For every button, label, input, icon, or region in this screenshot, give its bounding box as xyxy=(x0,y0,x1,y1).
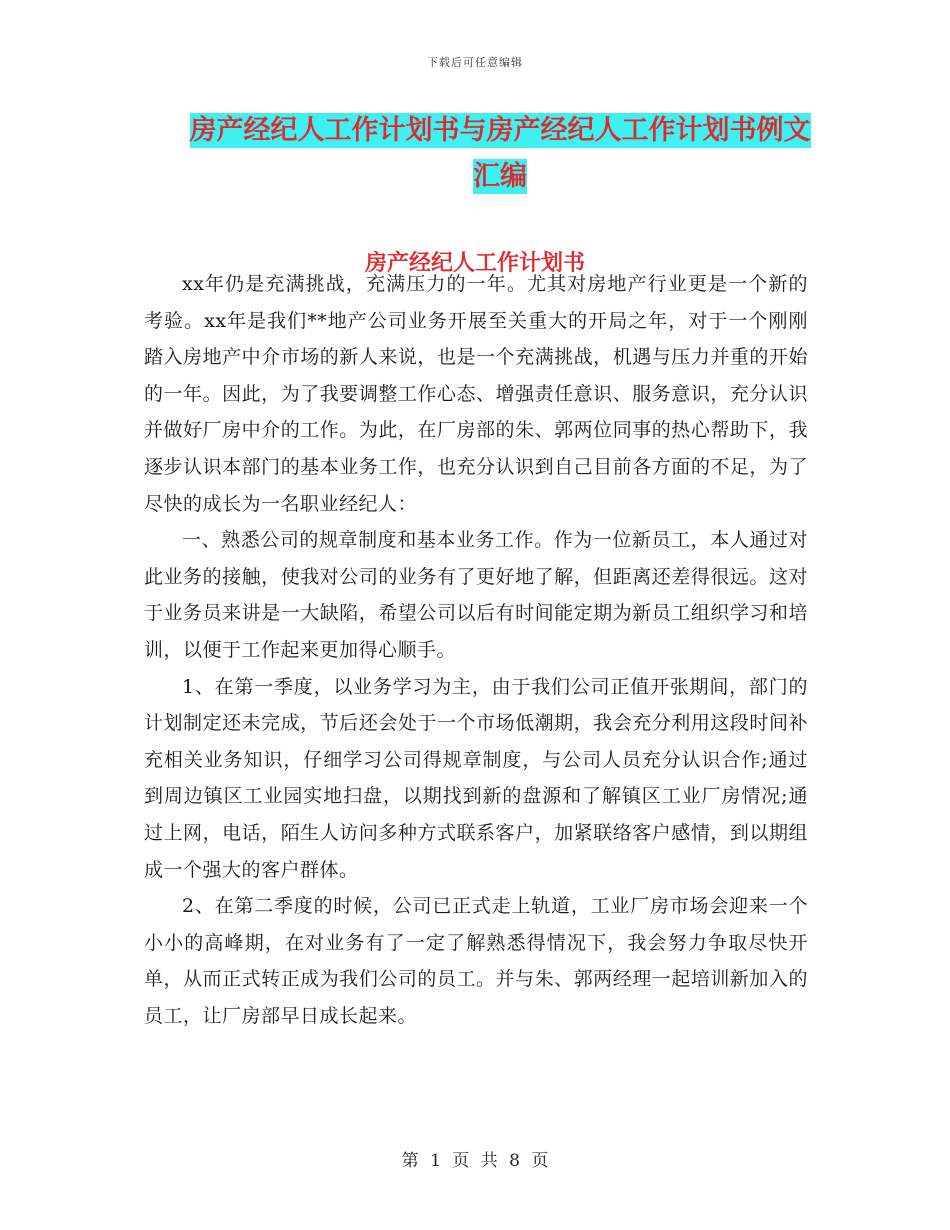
main-title-line-2: 汇编 xyxy=(473,161,527,192)
paragraph: 一、熟悉公司的规章制度和基本业务工作。作为一位新员工，本人通过对此业务的接触，使我对公司的业务有了更好地了解，但距离还差得很远。这对于业务员来讲是一大缺陷，希望公司以后有时间能定期为新员工组织学习和培训，以便于工作起来更加得心顺手。 xyxy=(144,529,808,661)
document-main-title xyxy=(150,108,850,200)
paragraph: 2、在第二季度的时候，公司已正式走上轨道，工业厂房市场会迎来一个小小的高峰期，在对业务有了一定了解熟悉得情况下，我会努力争取尽快开单，从而正式转正成为我们公司的员工。并与朱、郭两经理一起培训新加入的员工，让厂房部早日成长起来。 xyxy=(144,895,808,1027)
paragraph: xx年仍是充满挑战，充满压力的一年。尤其对房地产行业更是一个新的考验。xx年是我们**地产公司业务开展至关重大的开局之年，对于一个刚刚踏入房地产中介市场的新人来说，也是一个充满挑战，机遇与压力并重的开始的一年。因此，为了我要调整工作心态、增强责任意识、服务意识，充分认识并做好厂房中介的工作。为此，在厂房部的朱、郭两位同事的热心帮助下，我逐步认识本部门的基本业务工作，也充分认识到自己目前各方面的不足，为了尽快的成长为一名职业经纪人： xyxy=(144,273,808,515)
page-footer-number: 第 1 页 共 8 页 xyxy=(401,1151,549,1171)
section-title: 房产经纪人工作计划书 xyxy=(364,250,585,276)
document-body xyxy=(144,266,808,1034)
page-header-note: 下载后可任意编辑 xyxy=(427,56,523,69)
main-title-line-1: 房产经纪人工作计划书与房产经纪人工作计划书例文 xyxy=(189,115,811,146)
paragraph: 1、在第一季度，以业务学习为主，由于我们公司正值开张期间，部门的计划制定还未完成，节后还会处于一个市场低潮期，我会充分利用这段时间补充相关业务知识，仔细学习公司得规章制度，与公司人员充分认识合作;通过到周边镇区工业园实地扫盘，以期找到新的盘源和了解镇区工业厂房情况;通过上网，电话，陌生人访问多种方式联系客户，加紧联络客户感情，到以期组成一个强大的客户群体。 xyxy=(144,675,808,881)
